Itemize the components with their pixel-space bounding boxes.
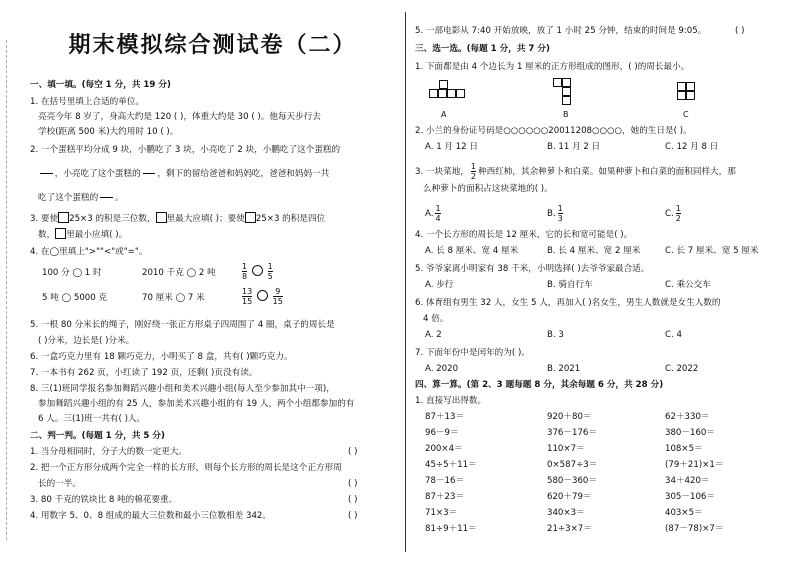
c3-option-c[interactable]: C. $\frac{1}{2}$ — [665, 204, 681, 223]
c7-option-b[interactable]: B. 2021 — [547, 364, 581, 374]
q4-item-5: 70 厘米 ◯ 7 米 — [142, 293, 205, 303]
q1-line3: 学校(距离 500 米)大约用时 10 ( )。 — [38, 127, 179, 137]
c6-option-a[interactable]: A. 2 — [425, 330, 442, 340]
q8-line3: 6 人。三(1)班一共有( )人。 — [38, 414, 146, 424]
q6: 6. 一盒巧克力里有 18 颗巧克力，小明买了 8 盒，共有( )颗巧克力。 — [30, 352, 293, 362]
binding-line — [6, 40, 15, 540]
blank-fraction[interactable] — [143, 164, 156, 183]
q8-line2: 参加舞蹈兴趣小组的有 25 人，参加美术兴趣小组的有 19 人，两个小组都参加的有 — [38, 399, 355, 409]
c5-option-a[interactable]: A. 步行 — [425, 280, 454, 290]
q4-heading: 4. 在◯里填上">""<"或"="。 — [30, 247, 148, 257]
calc-item[interactable]: 87＋23＝ — [425, 492, 465, 502]
calc-item[interactable]: 580－360＝ — [547, 476, 597, 486]
blank-box[interactable] — [58, 212, 69, 223]
q2-line1: 2. 一个蛋糕平均分成 9 块，小鹏吃了 3 块，小亮吃了 2 块，小鹏吃了这个蛋糕的 — [30, 145, 341, 155]
j5: 5. 一部电影从 7:40 开始放映，放了 1 小时 25 分钟，结束的时间是 9:05。 — [415, 26, 707, 36]
shape-c — [677, 82, 697, 102]
c4-option-a[interactable]: A. 长 8 厘米、宽 4 厘米 — [425, 246, 519, 256]
calc-item[interactable]: 920＋80＝ — [547, 412, 592, 422]
calc-item[interactable]: 380－160＝ — [665, 428, 715, 438]
q3-line1: 3. 要使 25×3 的积是三位数， 里最大应填( )；要使 25×3 的积是四位 — [30, 214, 326, 224]
j2-line1: 2. 把一个正方形分成两个完全一样的长方形，则每个长方形的周长是这个正方形周 — [30, 463, 342, 473]
calc-item[interactable]: 78－16＝ — [425, 476, 465, 486]
calc-item[interactable]: 200×4＝ — [425, 444, 463, 454]
blank-fraction[interactable] — [40, 164, 53, 183]
j1: 1. 当分母相同时，分子大的数一定更大。 — [30, 447, 188, 457]
c4-option-b[interactable]: B. 长 4 厘米、宽 2 厘米 — [547, 246, 641, 256]
c6-option-c[interactable]: C. 4 — [665, 330, 682, 340]
c2-option-a[interactable]: A. 1 月 12 日 — [425, 142, 478, 152]
option-label-a: A — [441, 110, 447, 119]
blank-fraction[interactable] — [100, 188, 113, 207]
answer-paren[interactable]: ( ) — [348, 479, 358, 489]
q5-line2: ( )分米，边长是( )分米。 — [38, 336, 135, 346]
c5-option-b[interactable]: B. 骑自行车 — [547, 280, 593, 290]
c5: 5. 爷爷家离小明家有 38 千米，小明选择( )去爷爷家最合适。 — [415, 264, 650, 274]
blank-box[interactable] — [245, 212, 256, 223]
shape-b — [553, 78, 583, 108]
q7: 7. 一本书有 262 页，小红读了 192 页，还剩( )页没有读。 — [30, 368, 258, 378]
section-fill-heading: 一、填一填。(每空 1 分，共 19 分) — [30, 80, 171, 90]
q4-item-4: 5 吨 ◯ 5000 克 — [42, 293, 108, 303]
calc-item[interactable]: 34＋420＝ — [665, 476, 710, 486]
c6-option-b[interactable]: B. 3 — [547, 330, 564, 340]
q2-line2: ，小亮吃了这个蛋糕的 ，剩下的留给爸爸和妈妈吃，爸爸和妈妈一共 — [38, 164, 329, 183]
c7: 7. 下面年份中是闰年的为( )。 — [415, 348, 530, 358]
c2: 2. 小兰的身份证号码是○○○○○○20011208○○○○，她的生日是( )。 — [415, 126, 692, 136]
c4: 4. 一个长方形的周长是 12 厘米，它的长和宽可能是( )。 — [415, 230, 633, 240]
c4-option-c[interactable]: C. 长 7 厘米、宽 5 厘米 — [665, 246, 759, 256]
j4: 4. 用数字 5、0、8 组成的最大三位数和最小三位数相差 342。 — [30, 511, 271, 521]
q1-line1: 1. 在括号里填上合适的单位。 — [30, 97, 145, 107]
calc-item[interactable]: 108×5＝ — [665, 444, 703, 454]
q4-item-6: $\frac{13}{15}$ $\frac{9}{15}$ — [242, 287, 283, 306]
answer-paren[interactable]: ( ) — [735, 26, 745, 36]
answer-paren[interactable]: ( ) — [348, 511, 358, 521]
c3-line2: 么种萝卜的面积占这块菜地的( )。 — [423, 184, 553, 194]
c2-option-b[interactable]: B. 11 月 2 日 — [547, 142, 601, 152]
blank-box[interactable] — [156, 212, 167, 223]
left-column — [30, 0, 395, 561]
calc-item[interactable]: 403×5＝ — [665, 508, 703, 518]
q4-item-2: 2010 千克 ◯ 2 吨 — [142, 268, 216, 278]
calc-item[interactable]: 87＋13＝ — [425, 412, 465, 422]
q2-line3: 吃了这个蛋糕的 。 — [38, 188, 124, 207]
calc-item[interactable]: (79＋21)×1＝ — [665, 460, 724, 470]
calc-item[interactable]: 110×7＝ — [547, 444, 585, 454]
c3-line1: 3. 一块菜地， $\frac{1}{2}$ 种西红柿，其余种萝卜和白菜。如果种萝卜和白菜的面积同样大，那 — [415, 162, 736, 181]
c6-line2: 4 倍。 — [423, 314, 449, 324]
c7-option-c[interactable]: C. 2022 — [665, 364, 699, 374]
q3-line2: 数， 里最小应填( )。 — [38, 230, 128, 240]
page-title: 期末模拟综合测试卷（二） — [68, 32, 357, 58]
option-label-b: B — [563, 110, 569, 119]
calc-item[interactable]: 376－176＝ — [547, 428, 597, 438]
shape-a — [429, 80, 469, 104]
s1-heading: 1. 直接写出得数。 — [415, 396, 487, 406]
c7-option-a[interactable]: A. 2020 — [425, 364, 459, 374]
c2-option-c[interactable]: C. 12 月 8 日 — [665, 142, 719, 152]
option-label-c: C — [683, 110, 689, 119]
calc-item[interactable]: 21÷3×7＝ — [547, 524, 592, 534]
compare-circle[interactable] — [257, 290, 268, 301]
section-choose-heading: 三、选一选。(每题 1 分，共 7 分) — [415, 44, 550, 54]
calc-item[interactable]: 81÷9＋11＝ — [425, 524, 477, 534]
calc-item[interactable]: 0×587÷3＝ — [547, 460, 598, 470]
section-calc-heading: 四、算一算。(第 2、3 题每题 8 分，其余每题 6 分，共 28 分) — [415, 380, 664, 390]
j3: 3. 80 千克的铁块比 8 吨的棉花要重。 — [30, 495, 178, 505]
section-judge-heading: 二、判一判。(每题 1 分，共 5 分) — [30, 431, 165, 441]
answer-paren[interactable]: ( ) — [348, 447, 358, 457]
calc-item[interactable]: (87－78)×7＝ — [665, 524, 724, 534]
right-column — [415, 0, 780, 561]
c1: 1. 下面都是由 4 个边长为 1 厘米的正方形组成的图形，( )的周长最小。 — [415, 62, 690, 72]
calc-item[interactable]: 96－9＝ — [425, 428, 459, 438]
calc-item[interactable]: 620＋79＝ — [547, 492, 592, 502]
calc-item[interactable]: 340×3＝ — [547, 508, 585, 518]
c3-option-b[interactable]: B. $\frac{1}{3}$ — [547, 204, 563, 223]
blank-box[interactable] — [55, 228, 66, 239]
c6-line1: 6. 体育组有男生 32 人，女生 5 人，再加入( )名女生，男生人数就是女生人数的 — [415, 298, 721, 308]
c3-option-a[interactable]: A. $\frac{1}{4}$ — [425, 204, 441, 223]
q4-item-1: 100 分 ◯ 1 时 — [42, 268, 102, 278]
j2-line2: 长的一半。 — [38, 479, 81, 489]
calc-item[interactable]: 305－106＝ — [665, 492, 715, 502]
answer-paren[interactable]: ( ) — [348, 495, 358, 505]
q8-line1: 8. 三(1)班同学报名参加舞蹈兴趣小组和美术兴趣小组(每人至少参加其中一项)， — [30, 384, 335, 394]
compare-circle[interactable] — [252, 265, 263, 276]
q4-item-3: $\frac{1}{8}$ $\frac{1}{5}$ — [242, 262, 273, 281]
q1-line2: 亮亮今年 8 岁了，身高大约是 120 ( )，体重大约是 30 ( )。他每天步行去 — [38, 112, 321, 122]
calc-item[interactable]: 45÷5＋11＝ — [425, 460, 477, 470]
calc-item[interactable]: 71×3＝ — [425, 508, 458, 518]
calc-item[interactable]: 62＋330＝ — [665, 412, 710, 422]
c5-option-c[interactable]: C. 乘公交车 — [665, 280, 711, 290]
q5-line1: 5. 一根 80 分米长的绳子，刚好绕一张正方形桌子四周围了 4 圈，桌子的周长是 — [30, 320, 335, 330]
column-divider — [405, 12, 406, 552]
